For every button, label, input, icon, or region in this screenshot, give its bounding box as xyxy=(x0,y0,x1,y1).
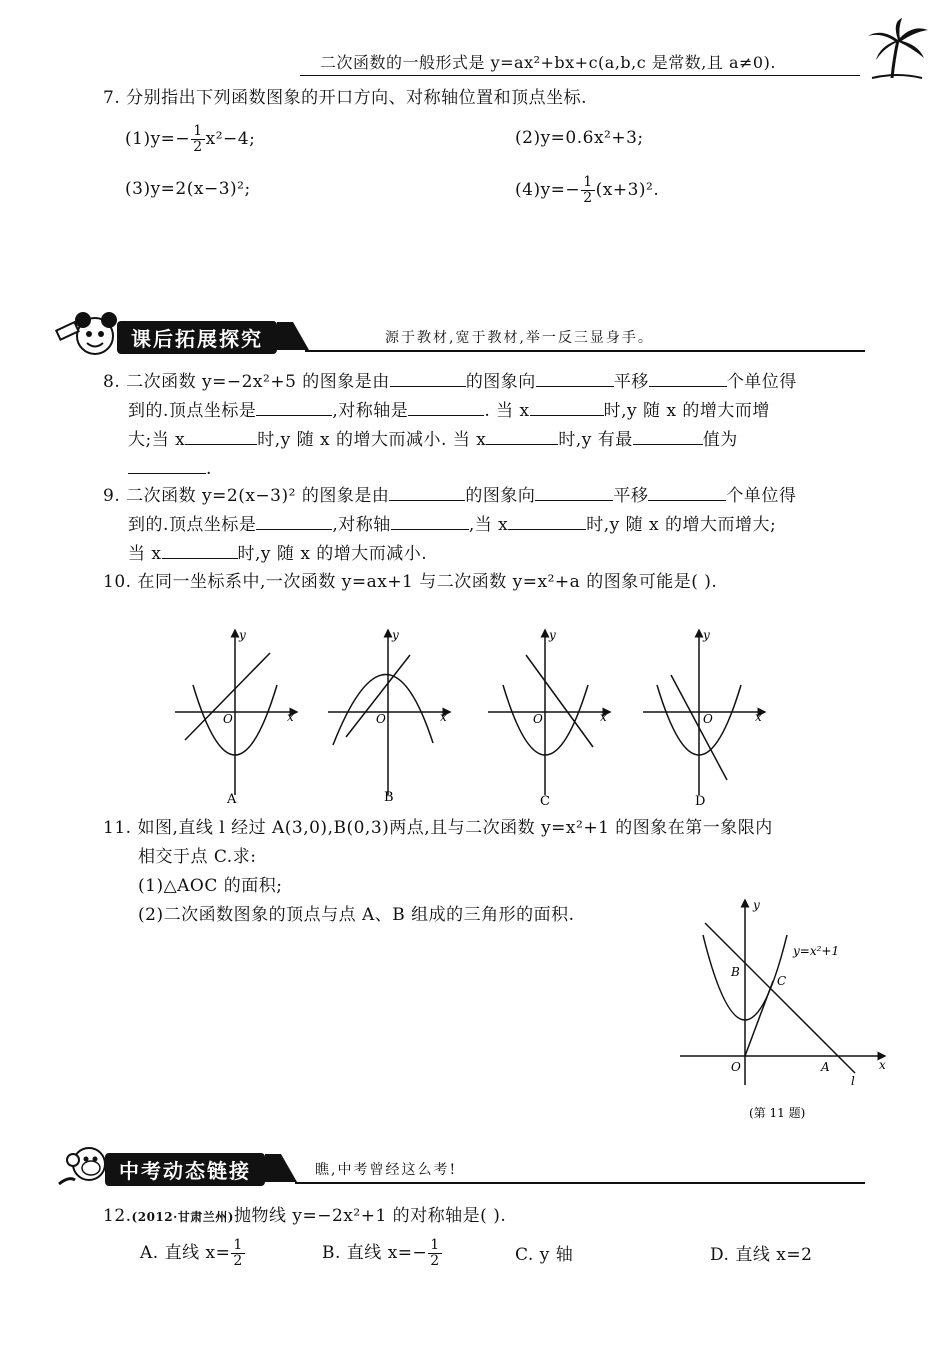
q8-text: 时,y 有最 xyxy=(558,430,633,450)
q7-p1-post: x²−4; xyxy=(205,129,256,149)
q7-part-1 xyxy=(125,124,255,155)
banner-arrow-icon xyxy=(277,322,311,352)
denominator: 2 xyxy=(430,1253,440,1269)
q12-option-d[interactable] xyxy=(710,1241,812,1270)
q7-p4-post: (x+3)². xyxy=(595,180,660,200)
denominator: 2 xyxy=(583,190,593,206)
q11-part-1: (1)△AOC 的面积; xyxy=(138,876,283,896)
x-axis-label: x xyxy=(287,710,294,724)
answer-blank[interactable] xyxy=(128,455,206,474)
option-text: A. 直线 x= xyxy=(140,1243,231,1263)
point-c-label: C xyxy=(777,974,787,988)
q12-stem: 抛物线 y=−2x²+1 的对称轴是( ). xyxy=(233,1206,507,1226)
question-10 xyxy=(103,568,923,597)
section-banner-1 xyxy=(55,310,885,360)
q9-line-1 xyxy=(103,482,903,511)
answer-blank[interactable] xyxy=(535,482,613,501)
option-text: B. 直线 x=− xyxy=(322,1243,428,1263)
q11-figure xyxy=(675,895,895,1125)
answer-blank[interactable] xyxy=(256,511,332,530)
q9-text: 个单位得 xyxy=(726,486,797,506)
fraction xyxy=(428,1238,441,1269)
q8-line-1 xyxy=(103,368,903,397)
answer-blank[interactable] xyxy=(486,426,558,445)
q8-text: 的图象向 xyxy=(465,372,536,392)
question-12 xyxy=(103,1202,923,1232)
q10-graph-b xyxy=(328,625,458,810)
answer-blank[interactable] xyxy=(648,482,726,501)
q11-line-1: 11. 如图,直线 l 经过 A(3,0),B(0,3)两点,且与二次函数 y=x²+1 的图象在第一象限内 xyxy=(103,818,773,838)
answer-blank[interactable] xyxy=(508,511,586,530)
q8-text: 到的.顶点坐标是 xyxy=(128,401,257,421)
option-text: D. 直线 x=2 xyxy=(710,1245,813,1265)
section-1-rule xyxy=(305,350,865,352)
question-9 xyxy=(103,482,903,569)
q9-text: ,对称轴 xyxy=(332,515,391,535)
q8-line-4 xyxy=(103,455,903,484)
q7-stem: 7. 分别指出下列函数图象的开口方向、对称轴位置和顶点坐标. xyxy=(103,88,588,108)
fraction xyxy=(581,175,594,206)
y-axis-label: y xyxy=(703,628,710,642)
q9-line-3 xyxy=(103,540,903,569)
graph-label: A xyxy=(227,792,237,807)
q8-text: 平移 xyxy=(613,372,649,392)
answer-blank[interactable] xyxy=(408,397,484,416)
q7-part-4 xyxy=(515,175,659,206)
x-axis-label: x xyxy=(879,1058,886,1072)
question-8 xyxy=(103,368,903,484)
q9-line-2 xyxy=(103,511,903,540)
option-text: C. y 轴 xyxy=(515,1245,574,1265)
graph-label: D xyxy=(695,794,706,809)
q11-part-2: (2)二次函数图象的顶点与点 A、B 组成的三角形的面积. xyxy=(138,905,575,925)
section-1-title-bg xyxy=(117,322,311,352)
graph-label: C xyxy=(540,794,550,809)
q10-stem: 10. 在同一坐标系中,一次函数 y=ax+1 与二次函数 y=x²+a 的图象可能是( ). xyxy=(103,572,718,592)
q9-text: 到的.顶点坐标是 xyxy=(128,515,257,535)
q12-source: (2012·甘肃兰州) xyxy=(131,1210,234,1224)
graph-label: B xyxy=(384,790,394,805)
q12-option-b[interactable] xyxy=(322,1238,443,1269)
origin-label: O xyxy=(223,712,233,726)
fraction xyxy=(191,124,204,155)
x-axis-label: x xyxy=(755,710,762,724)
q8-text: 时,y 随 x 的增大而减小. 当 x xyxy=(257,430,487,450)
q12-option-c[interactable] xyxy=(515,1241,573,1270)
q8-text: 大;当 x xyxy=(128,430,186,450)
answer-blank[interactable] xyxy=(162,540,238,559)
q7-p4-pre: (4)y=− xyxy=(515,180,581,200)
q9-text: 当 x xyxy=(128,544,162,564)
fraction xyxy=(231,1238,244,1269)
origin-label: O xyxy=(376,712,386,726)
q9-text: 时,y 随 x 的增大而增大; xyxy=(586,515,777,535)
y-axis-label: y xyxy=(753,898,760,912)
answer-blank[interactable] xyxy=(390,368,466,387)
q11-line-2: 相交于点 C.求: xyxy=(138,847,257,867)
x-axis-label: x xyxy=(600,710,607,724)
section-2-title: 中考动态链接 xyxy=(105,1153,265,1186)
figure-caption: (第 11 题) xyxy=(749,1106,806,1120)
q7-part-3 xyxy=(125,175,251,204)
banner-arrow-icon xyxy=(265,1154,299,1184)
mascot-icon xyxy=(55,310,125,360)
point-a-label: A xyxy=(821,1060,830,1074)
q8-text: . 当 x xyxy=(484,401,530,421)
section-2-subtitle: 瞧,中考曾经这么考! xyxy=(315,1162,458,1178)
q7-p2-text: (2)y=0.6x²+3; xyxy=(515,128,644,148)
q9-text: 时,y 随 x 的增大而减小. xyxy=(237,544,428,564)
answer-blank[interactable] xyxy=(256,397,332,416)
q9-text: 9. 二次函数 y=2(x−3)² 的图象是由 xyxy=(103,486,390,506)
q8-text: 8. 二次函数 y=−2x²+5 的图象是由 xyxy=(103,372,390,392)
x-axis-label: x xyxy=(440,710,447,724)
q8-text: 个单位得 xyxy=(726,372,797,392)
denominator: 2 xyxy=(193,139,203,155)
q9-text: 平移 xyxy=(613,486,649,506)
section-1-title: 课后拓展探究 xyxy=(117,321,277,354)
y-axis-label: y xyxy=(392,628,399,642)
curve-label: y=x²+1 xyxy=(793,944,840,958)
q7-p1-pre: (1)y=− xyxy=(125,129,191,149)
y-axis-label: y xyxy=(239,628,246,642)
header-text: 二次函数的一般形式是 y=ax²+bx+c(a,b,c 是常数,且 a≠0). xyxy=(320,53,776,72)
palm-tree-icon xyxy=(862,18,932,80)
section-2-rule xyxy=(295,1182,865,1184)
q10-graph-d xyxy=(643,625,773,810)
header-rule xyxy=(300,75,860,76)
q8-line-2 xyxy=(103,397,903,426)
origin-label: O xyxy=(703,712,713,726)
origin-label: O xyxy=(533,712,543,726)
answer-blank[interactable] xyxy=(633,426,703,445)
q12-option-a[interactable] xyxy=(140,1238,246,1269)
origin-label: O xyxy=(731,1060,741,1074)
section-2-title-bg xyxy=(105,1154,299,1184)
answer-blank[interactable] xyxy=(185,426,257,445)
q12-number: 12. xyxy=(103,1206,132,1226)
numerator: 1 xyxy=(430,1237,440,1253)
denominator: 2 xyxy=(233,1253,243,1269)
q8-text: ,对称轴是 xyxy=(332,401,409,421)
q8-text: 时,y 随 x 的增大而增 xyxy=(603,401,770,421)
numerator: 1 xyxy=(233,1237,243,1253)
numerator: 1 xyxy=(583,174,593,190)
q7-p3-text: (3)y=2(x−3)²; xyxy=(125,179,251,199)
q8-line-3 xyxy=(103,426,903,455)
answer-blank[interactable] xyxy=(649,368,727,387)
answer-blank[interactable] xyxy=(536,368,614,387)
q8-text: . xyxy=(206,459,212,479)
answer-blank[interactable] xyxy=(389,482,465,501)
point-b-label: B xyxy=(731,965,740,979)
q8-text: 值为 xyxy=(702,430,738,450)
section-banner-2 xyxy=(55,1140,885,1190)
numerator: 1 xyxy=(193,123,203,139)
q9-text: 的图象向 xyxy=(465,486,536,506)
q7-part-2 xyxy=(515,124,644,153)
q10-graph-a xyxy=(175,625,305,810)
answer-blank[interactable] xyxy=(530,397,604,416)
y-axis-label: y xyxy=(549,628,556,642)
question-7 xyxy=(103,84,903,113)
q9-text: ,当 x xyxy=(468,515,509,535)
q10-graph-c xyxy=(488,625,618,810)
line-l-label: l xyxy=(851,1074,855,1088)
answer-blank[interactable] xyxy=(391,511,469,530)
section-1-subtitle: 源于教材,宽于教材,举一反三显身手。 xyxy=(385,330,654,346)
